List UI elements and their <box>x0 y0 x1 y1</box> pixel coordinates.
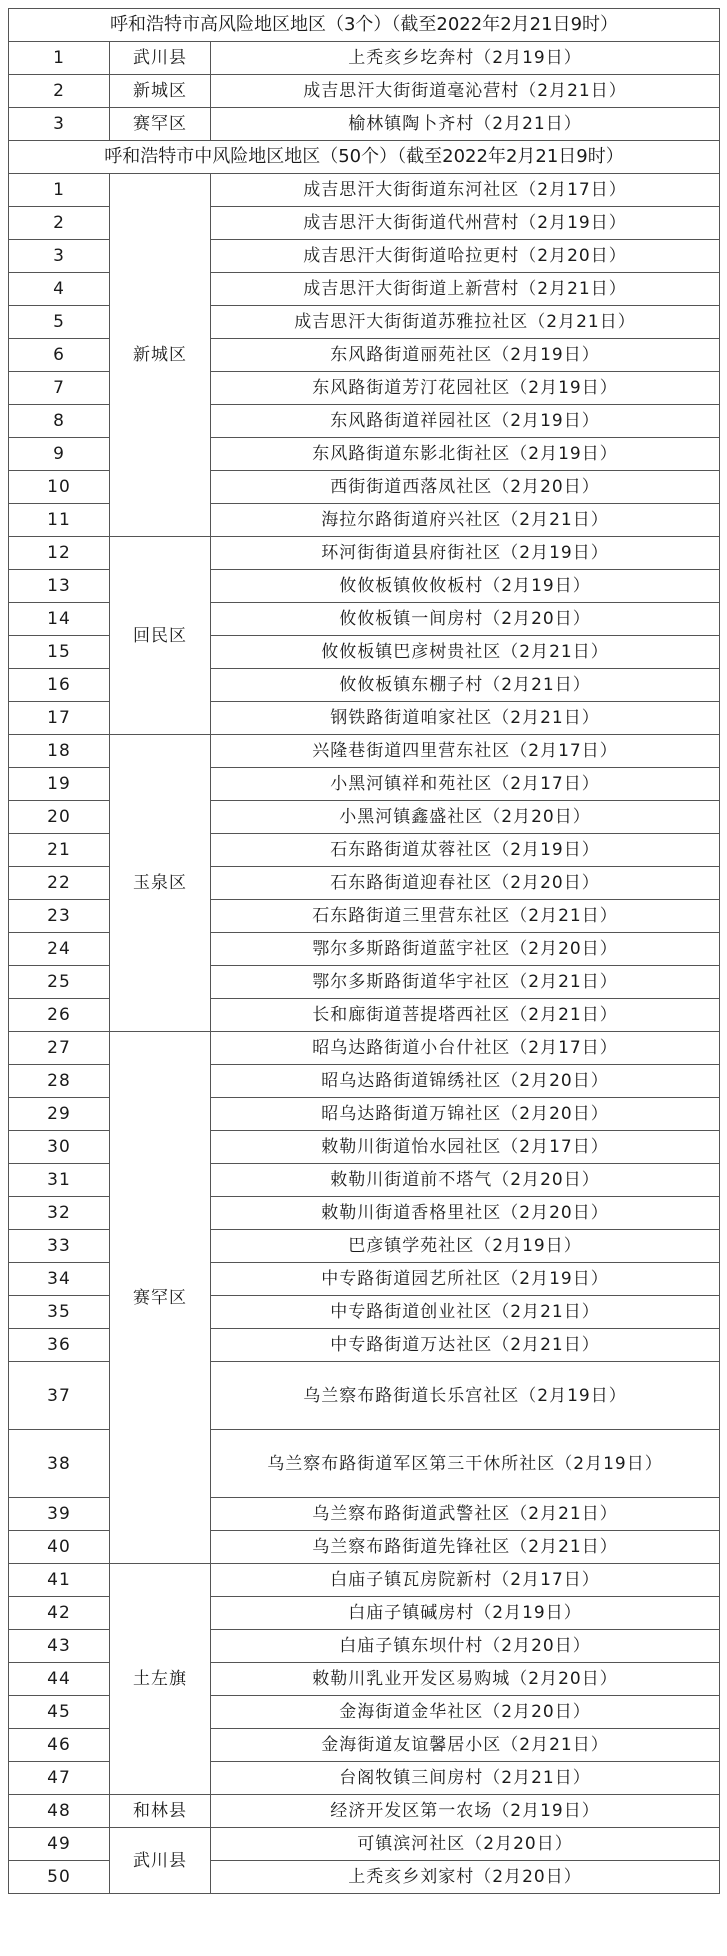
row-number: 32 <box>9 1197 110 1230</box>
row-number: 35 <box>9 1296 110 1329</box>
row-number: 6 <box>9 339 110 372</box>
row-number: 18 <box>9 735 110 768</box>
row-number: 28 <box>9 1065 110 1098</box>
row-number: 33 <box>9 1230 110 1263</box>
place-cell: 昭乌达路街道万锦社区（2月20日） <box>211 1098 720 1131</box>
place-cell: 敕勒川乳业开发区易购城（2月20日） <box>211 1663 720 1696</box>
place-cell: 敕勒川街道香格里社区（2月20日） <box>211 1197 720 1230</box>
district-cell: 玉泉区 <box>110 735 211 1032</box>
place-cell: 成吉思汗大街街道苏雅拉社区（2月21日） <box>211 306 720 339</box>
place-cell: 环河街街道县府街社区（2月19日） <box>211 537 720 570</box>
row-number: 29 <box>9 1098 110 1131</box>
row-number: 31 <box>9 1164 110 1197</box>
row-number: 25 <box>9 966 110 999</box>
district-cell: 新城区 <box>110 174 211 537</box>
row-number: 50 <box>9 1861 110 1894</box>
place-cell: 西街街道西落凤社区（2月20日） <box>211 471 720 504</box>
place-cell: 攸攸板镇东棚子村（2月21日） <box>211 669 720 702</box>
place-cell: 白庙子镇碱房村（2月19日） <box>211 1597 720 1630</box>
medium-risk-title: 呼和浩特市中风险地区地区（50个）（截至2022年2月21日9时） <box>9 141 720 174</box>
row-number: 36 <box>9 1329 110 1362</box>
district-cell: 和林县 <box>110 1795 211 1828</box>
row-number: 24 <box>9 933 110 966</box>
row-number: 3 <box>9 108 110 141</box>
medium-risk-row <box>9 537 720 570</box>
place-cell: 钢铁路街道咱家社区（2月21日） <box>211 702 720 735</box>
row-number: 44 <box>9 1663 110 1696</box>
place-cell: 可镇滨河社区（2月20日） <box>211 1828 720 1861</box>
row-number: 40 <box>9 1531 110 1564</box>
high-risk-title: 呼和浩特市高风险地区地区（3个）（截至2022年2月21日9时） <box>9 9 720 42</box>
row-number: 5 <box>9 306 110 339</box>
place-cell: 东风路街道丽苑社区（2月19日） <box>211 339 720 372</box>
row-number: 2 <box>9 75 110 108</box>
district-cell: 武川县 <box>110 42 211 75</box>
medium-risk-row <box>9 1032 720 1065</box>
district-cell: 新城区 <box>110 75 211 108</box>
row-number: 8 <box>9 405 110 438</box>
place-cell: 金海街道友谊馨居小区（2月21日） <box>211 1729 720 1762</box>
risk-area-table-sheet <box>8 8 719 1894</box>
place-cell: 经济开发区第一农场（2月19日） <box>211 1795 720 1828</box>
place-cell: 上秃亥乡刘家村（2月20日） <box>211 1861 720 1894</box>
row-number: 49 <box>9 1828 110 1861</box>
row-number: 34 <box>9 1263 110 1296</box>
row-number: 3 <box>9 240 110 273</box>
row-number: 9 <box>9 438 110 471</box>
place-cell: 中专路街道创业社区（2月21日） <box>211 1296 720 1329</box>
row-number: 14 <box>9 603 110 636</box>
place-cell: 东风路街道芳汀花园社区（2月19日） <box>211 372 720 405</box>
row-number: 45 <box>9 1696 110 1729</box>
place-cell: 成吉思汗大街街道代州营村（2月19日） <box>211 207 720 240</box>
place-cell: 鄂尔多斯路街道蓝宇社区（2月20日） <box>211 933 720 966</box>
place-cell: 上秃亥乡圪奔村（2月19日） <box>211 42 720 75</box>
row-number: 23 <box>9 900 110 933</box>
row-number: 1 <box>9 174 110 207</box>
medium-risk-title-row <box>9 141 720 174</box>
row-number: 41 <box>9 1564 110 1597</box>
place-cell: 成吉思汗大街街道哈拉更村（2月20日） <box>211 240 720 273</box>
row-number: 22 <box>9 867 110 900</box>
row-number: 43 <box>9 1630 110 1663</box>
place-cell: 兴隆巷街道四里营东社区（2月17日） <box>211 735 720 768</box>
row-number: 1 <box>9 42 110 75</box>
row-number: 17 <box>9 702 110 735</box>
place-cell: 长和廊街道菩提塔西社区（2月21日） <box>211 999 720 1032</box>
row-number: 15 <box>9 636 110 669</box>
place-cell: 东风路街道祥园社区（2月19日） <box>211 405 720 438</box>
place-cell: 敕勒川街道怡水园社区（2月17日） <box>211 1131 720 1164</box>
place-cell: 白庙子镇东坝什村（2月20日） <box>211 1630 720 1663</box>
row-number: 10 <box>9 471 110 504</box>
row-number: 46 <box>9 1729 110 1762</box>
place-cell: 敕勒川街道前不塔气（2月20日） <box>211 1164 720 1197</box>
place-cell: 成吉思汗大街街道上新营村（2月21日） <box>211 273 720 306</box>
place-cell: 攸攸板镇一间房村（2月20日） <box>211 603 720 636</box>
place-cell: 攸攸板镇巴彦树贵社区（2月21日） <box>211 636 720 669</box>
place-cell: 海拉尔路街道府兴社区（2月21日） <box>211 504 720 537</box>
place-cell: 乌兰察布路街道武警社区（2月21日） <box>211 1498 720 1531</box>
row-number: 47 <box>9 1762 110 1795</box>
row-number: 19 <box>9 768 110 801</box>
place-cell: 巴彦镇学苑社区（2月19日） <box>211 1230 720 1263</box>
place-cell: 攸攸板镇攸攸板村（2月19日） <box>211 570 720 603</box>
district-cell: 赛罕区 <box>110 1032 211 1564</box>
row-number: 30 <box>9 1131 110 1164</box>
high-risk-row <box>9 75 720 108</box>
place-cell: 榆林镇陶卜齐村（2月21日） <box>211 108 720 141</box>
place-cell: 乌兰察布路街道先锋社区（2月21日） <box>211 1531 720 1564</box>
place-cell: 乌兰察布路街道长乐宫社区（2月19日） <box>211 1362 720 1430</box>
place-cell: 石东路街道三里营东社区（2月21日） <box>211 900 720 933</box>
risk-area-table <box>8 8 720 1894</box>
row-number: 38 <box>9 1430 110 1498</box>
row-number: 16 <box>9 669 110 702</box>
medium-risk-row <box>9 1828 720 1861</box>
place-cell: 成吉思汗大街街道东河社区（2月17日） <box>211 174 720 207</box>
place-cell: 白庙子镇瓦房院新村（2月17日） <box>211 1564 720 1597</box>
place-cell: 金海街道金华社区（2月20日） <box>211 1696 720 1729</box>
place-cell: 石东路街道迎春社区（2月20日） <box>211 867 720 900</box>
row-number: 39 <box>9 1498 110 1531</box>
medium-risk-row <box>9 174 720 207</box>
high-risk-title-row <box>9 9 720 42</box>
place-cell: 中专路街道园艺所社区（2月19日） <box>211 1263 720 1296</box>
district-cell: 武川县 <box>110 1828 211 1894</box>
place-cell: 小黑河镇鑫盛社区（2月20日） <box>211 801 720 834</box>
place-cell: 石东路街道苁蓉社区（2月19日） <box>211 834 720 867</box>
place-cell: 乌兰察布路街道军区第三干休所社区（2月19日） <box>211 1430 720 1498</box>
place-cell: 昭乌达路街道锦绣社区（2月20日） <box>211 1065 720 1098</box>
row-number: 7 <box>9 372 110 405</box>
risk-area-table-body <box>9 9 720 1894</box>
district-cell: 赛罕区 <box>110 108 211 141</box>
place-cell: 鄂尔多斯路街道华宇社区（2月21日） <box>211 966 720 999</box>
medium-risk-row <box>9 1564 720 1597</box>
district-cell: 回民区 <box>110 537 211 735</box>
place-cell: 东风路街道东影北街社区（2月19日） <box>211 438 720 471</box>
row-number: 21 <box>9 834 110 867</box>
row-number: 20 <box>9 801 110 834</box>
row-number: 27 <box>9 1032 110 1065</box>
place-cell: 昭乌达路街道小台什社区（2月17日） <box>211 1032 720 1065</box>
row-number: 42 <box>9 1597 110 1630</box>
row-number: 2 <box>9 207 110 240</box>
place-cell: 成吉思汗大街街道毫沁营村（2月21日） <box>211 75 720 108</box>
row-number: 11 <box>9 504 110 537</box>
place-cell: 中专路街道万达社区（2月21日） <box>211 1329 720 1362</box>
medium-risk-row <box>9 735 720 768</box>
row-number: 12 <box>9 537 110 570</box>
row-number: 26 <box>9 999 110 1032</box>
medium-risk-row <box>9 1795 720 1828</box>
row-number: 37 <box>9 1362 110 1430</box>
row-number: 48 <box>9 1795 110 1828</box>
district-cell: 土左旗 <box>110 1564 211 1795</box>
place-cell: 小黑河镇祥和苑社区（2月17日） <box>211 768 720 801</box>
high-risk-row <box>9 108 720 141</box>
high-risk-row <box>9 42 720 75</box>
place-cell: 台阁牧镇三间房村（2月21日） <box>211 1762 720 1795</box>
row-number: 13 <box>9 570 110 603</box>
row-number: 4 <box>9 273 110 306</box>
